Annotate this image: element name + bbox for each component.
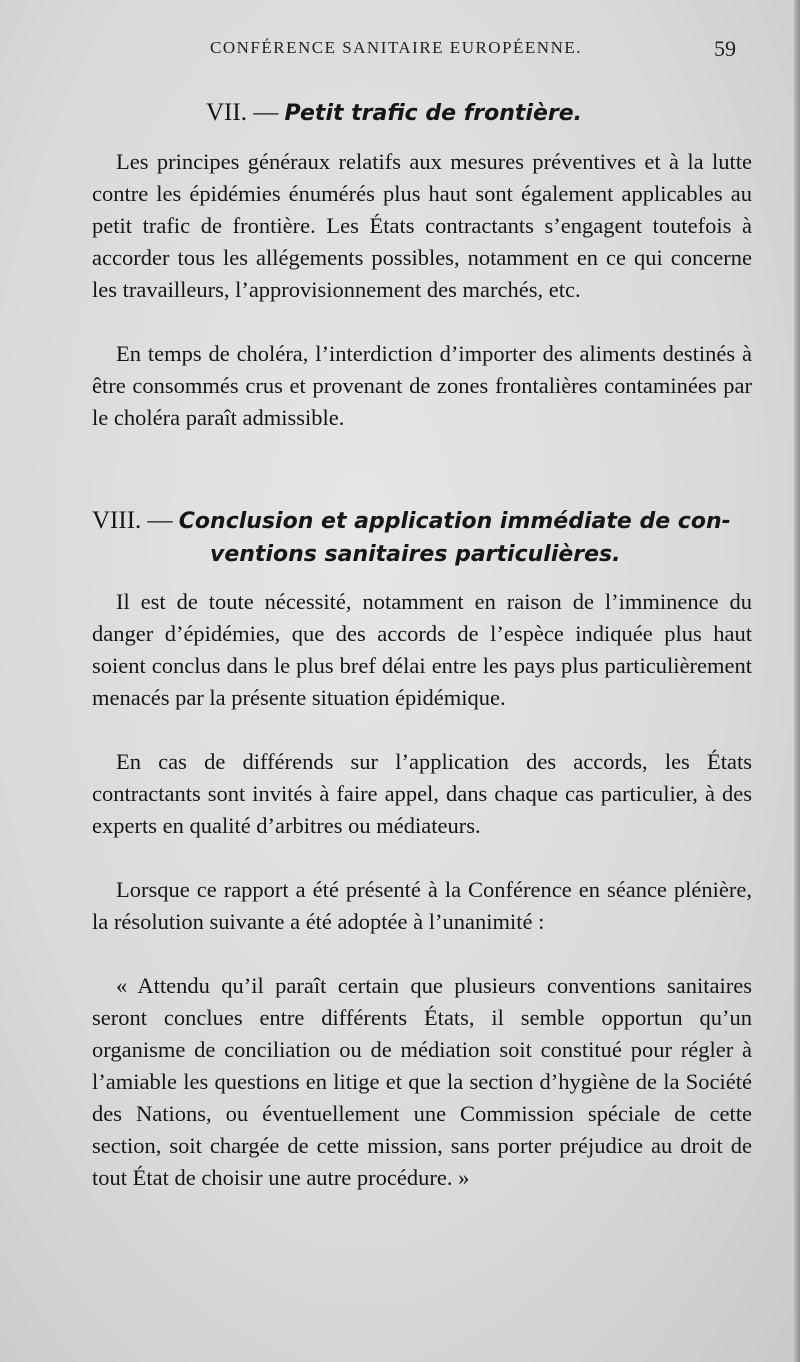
- paragraph: En temps de choléra, l’interdiction d’importer des aliments destinés à être consommés crus et provenant de zones frontalières contaminées par le choléra paraît admissible.: [92, 341, 752, 430]
- section-number: VIII. —: [92, 507, 179, 534]
- section-number: VII. —: [206, 99, 285, 126]
- section-heading-viii: [92, 504, 752, 571]
- section-title: Petit trafic de frontière.: [284, 101, 583, 126]
- page-spine-shadow: [794, 0, 800, 1362]
- resolution-quote: « Attendu qu’il paraît certain que plusieurs conventions sanitaires seront conclues entre différents États, il semble opportun qu’un organisme de conciliation ou de médiation soit constitué pour régler à l’amiable les questions en litige et que la section d’hygiène de la Société des Nations, ou éventuellement une Commission spéciale de cette section, soit chargée de cette mission, sans porter préjudice au droit de tout État de choisir une autre procédure. »: [92, 973, 752, 1190]
- paragraph: En cas de différends sur l’application des accords, les États contractants sont invités à faire appel, dans chaque cas particulier, à des experts en qualité d’arbitres ou médiateurs.: [92, 749, 752, 838]
- page-number: 59: [714, 36, 736, 61]
- section-title-line1: Conclusion et application immédiate de con-: [178, 509, 731, 534]
- section-heading-vii: [206, 96, 582, 130]
- running-head: CONFÉRENCE SANITAIRE EUROPÉENNE.: [210, 38, 582, 57]
- paragraph: Il est de toute nécessité, notamment en raison de l’imminence du danger d’épidémies, que des accords de l’espèce indiquée plus haut soient conclus dans le plus bref délai entre les pays plus particulièrement menacés par la présente situation épidémique.: [92, 589, 752, 710]
- section-title-line2: ventions sanitaires particulières.: [210, 542, 621, 567]
- paragraph: Lorsque ce rapport a été présenté à la Conférence en séance plénière, la résolution suivante a été adoptée à l’unanimité :: [92, 877, 752, 934]
- paragraph: Les principes généraux relatifs aux mesures préventives et à la lutte contre les épidémies énumérés plus haut sont également applicables au petit trafic de frontière. Les États contractants s’engagent toutefois à accorder tous les allégements possibles, notamment en ce qui concerne les travailleurs, l’approvisionnement des marchés, etc.: [92, 149, 752, 302]
